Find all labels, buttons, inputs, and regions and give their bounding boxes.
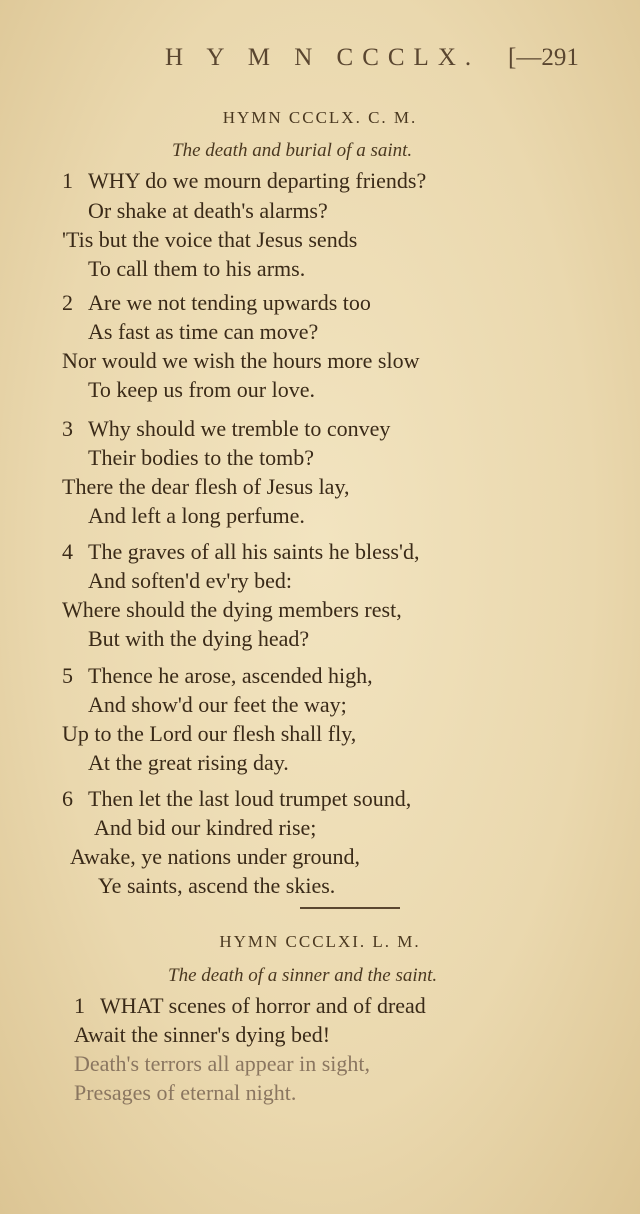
verse-number: 1: [62, 168, 73, 193]
verse-line: Death's terrors all appear in sight,: [74, 1051, 370, 1076]
verse-line: Await the sinner's dying bed!: [74, 1022, 331, 1047]
hymn-heading: HYMN CCCLX. C. M.: [222, 108, 418, 127]
verse-line: And show'd our feet the way;: [88, 692, 347, 717]
verse-line: Their bodies to the tomb?: [88, 445, 315, 470]
verse-line: And soften'd ev'ry bed:: [88, 568, 293, 593]
verse-line: Up to the Lord our flesh shall fly,: [62, 721, 357, 746]
verse-line: WHAT scenes of horror and of dread: [100, 993, 426, 1018]
page-number: [—291: [508, 44, 579, 71]
verse-line: WHY do we mourn departing friends?: [88, 168, 427, 193]
verse-line: Then let the last loud trumpet sound,: [88, 786, 412, 811]
verse-line: Nor would we wish the hours more slow: [62, 348, 420, 373]
verse-number: 3: [62, 416, 73, 441]
verse-line: At the great rising day.: [88, 750, 289, 775]
verse-line: But with the dying head?: [88, 626, 310, 651]
verse-line: To keep us from our love.: [88, 377, 315, 402]
running-title: H Y M N CCCLX.: [165, 44, 481, 71]
verse-number: 5: [62, 663, 73, 688]
running-head: [0, 44, 640, 78]
verse-number: 1: [74, 993, 85, 1018]
verse-line: Ye saints, ascend the skies.: [98, 873, 336, 898]
verse-line: The graves of all his saints he bless'd,: [88, 539, 420, 564]
verse-line: 'Tis but the voice that Jesus sends: [62, 227, 358, 252]
verse-line: There the dear flesh of Jesus lay,: [62, 474, 350, 499]
verse-line: Thence he arose, ascended high,: [88, 663, 373, 688]
verse-line: Or shake at death's alarms?: [88, 198, 328, 223]
verse-line: Presages of eternal night.: [74, 1080, 297, 1105]
hymn-subtitle: The death of a sinner and the saint.: [168, 965, 438, 986]
verse-number: 6: [62, 786, 73, 811]
section-divider: [300, 907, 400, 909]
verse-line: And bid our kindred rise;: [94, 815, 317, 840]
verse-line: To call them to his arms.: [88, 256, 306, 281]
verse-number: 2: [62, 290, 73, 315]
verse-line: Are we not tending upwards too: [88, 290, 371, 315]
verse-line: Awake, ye nations under ground,: [70, 844, 361, 869]
hymn-heading: HYMN CCCLXI. L. M.: [219, 932, 421, 951]
verse-line: Where should the dying members rest,: [62, 597, 402, 622]
verse-number: 4: [62, 539, 73, 564]
verse-line: And left a long perfume.: [88, 503, 305, 528]
hymn-subtitle: The death and burial of a saint.: [172, 140, 413, 161]
verse-line: As fast as time can move?: [88, 319, 319, 344]
verse-line: Why should we tremble to convey: [88, 416, 391, 441]
